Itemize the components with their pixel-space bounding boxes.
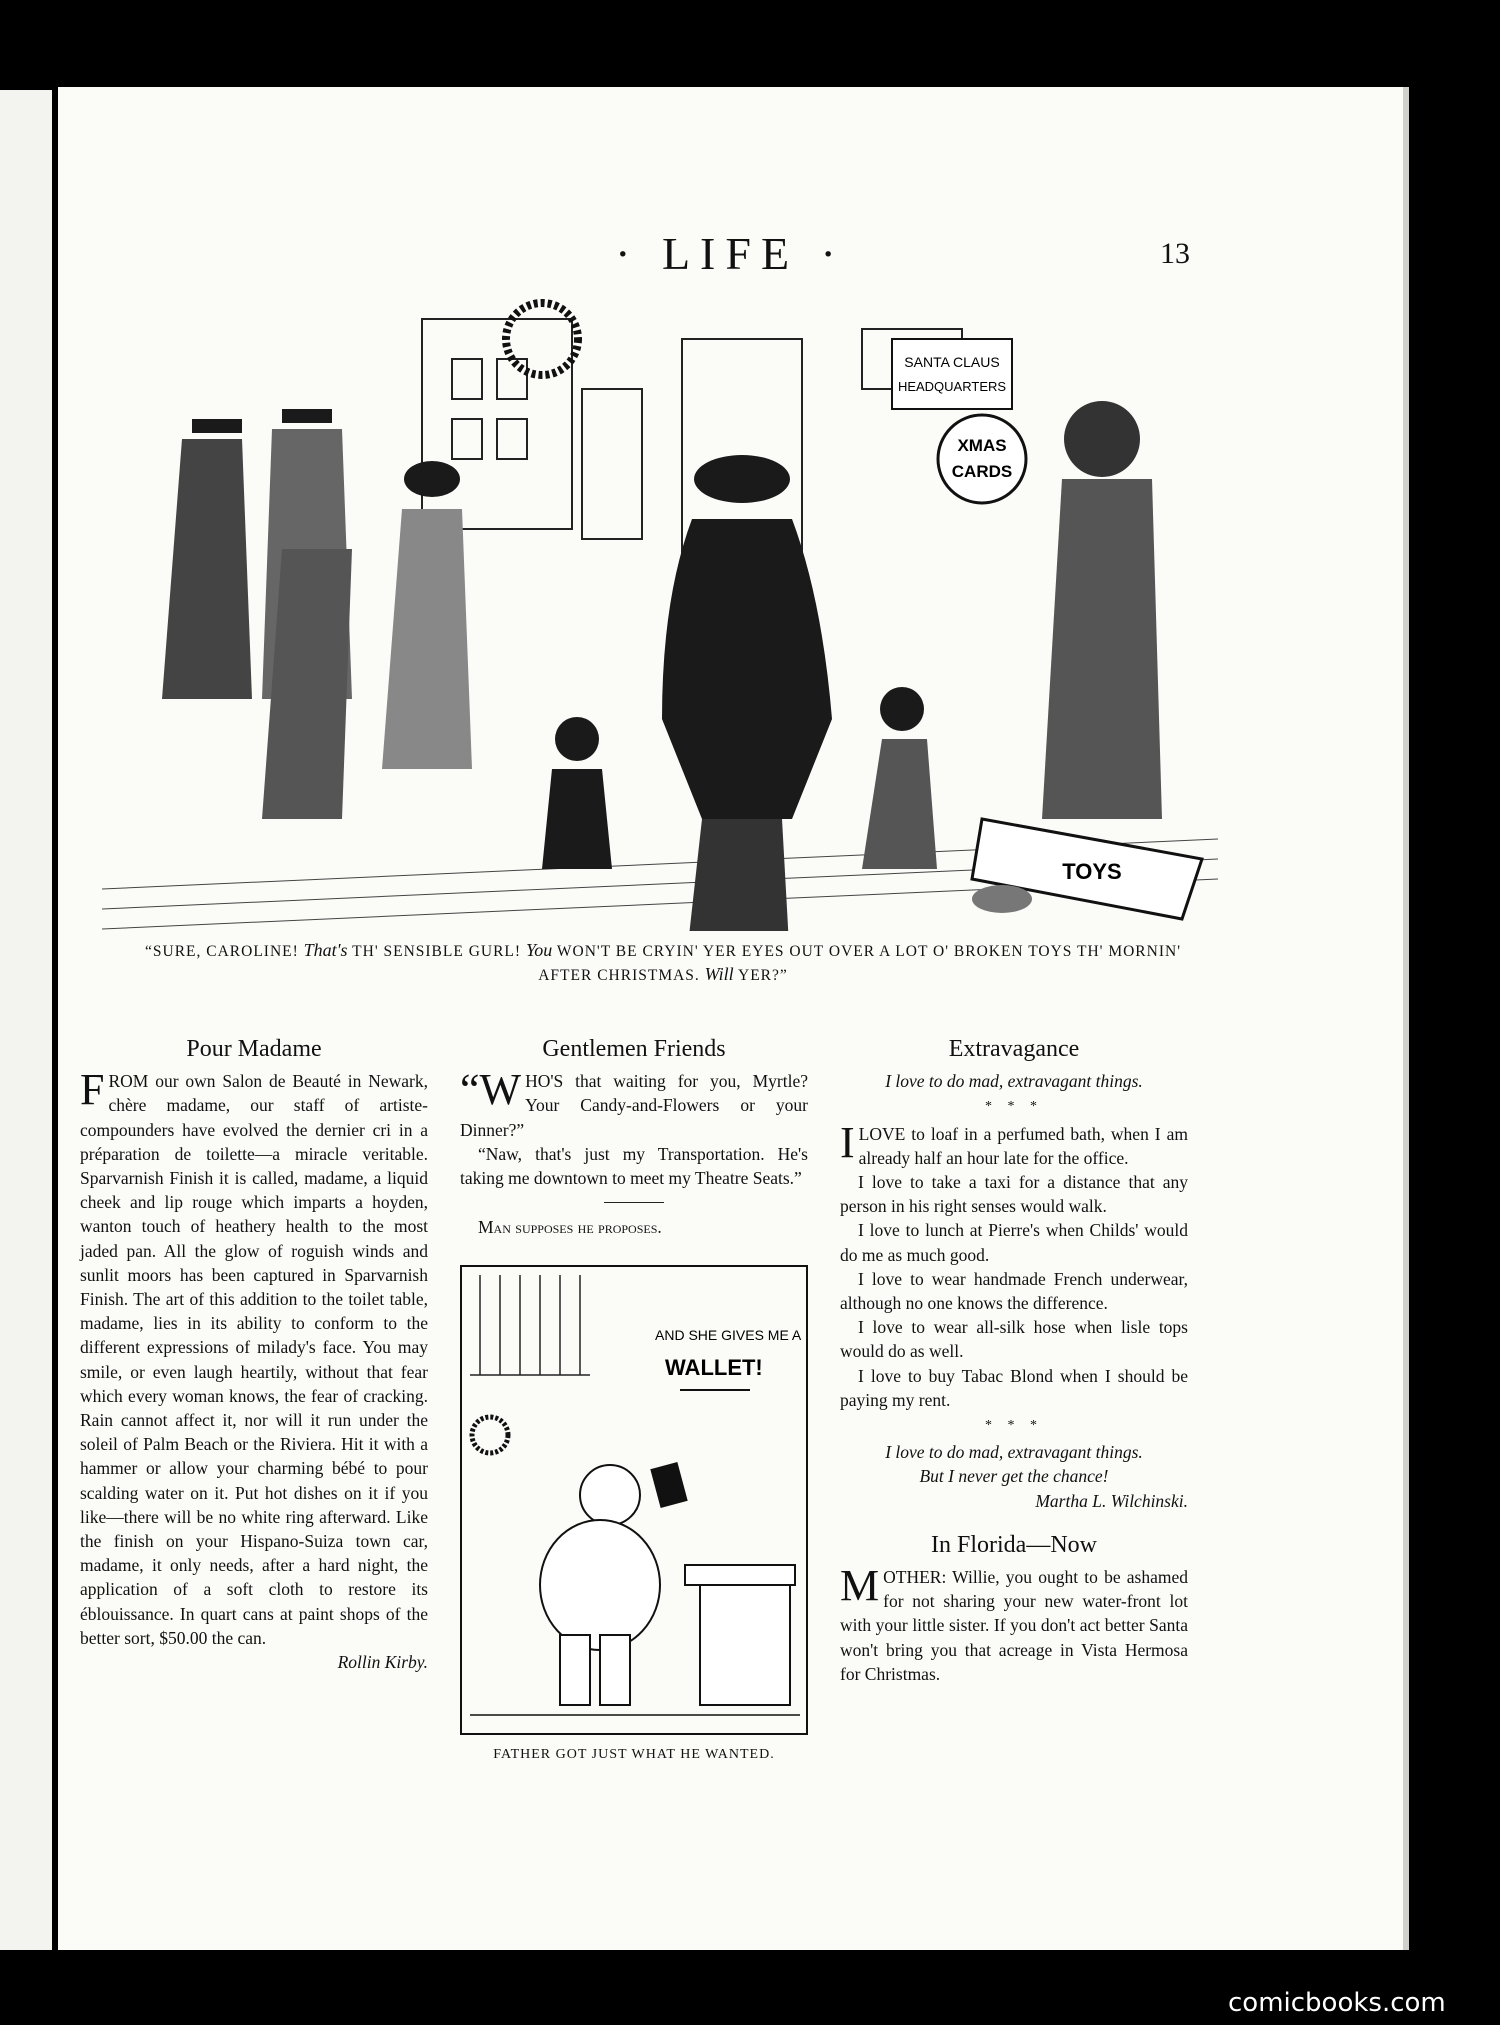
pour-madame-title: Pour Madame xyxy=(186,1036,322,1062)
extravagance-title: Extravagance xyxy=(948,1036,1080,1062)
column-extravagance xyxy=(840,1037,1188,1686)
in-florida-title: In Florida—Now xyxy=(931,1531,1097,1558)
caption-part-3: TH' SENSIBLE GURL! xyxy=(352,943,522,960)
extravagance-author: Martha L. Wilchinski. xyxy=(1035,1490,1188,1511)
extravagance-line-6: I love to buy Tabac Blond when I should be paying my rent. xyxy=(840,1365,1188,1410)
cartoon-bubble-text-2: WALLET! xyxy=(665,1355,763,1381)
extravagance-stars-2: * * * xyxy=(985,1418,1043,1434)
column-gentlemen-friends xyxy=(460,1037,808,1768)
extravagance-stars-1: * * * xyxy=(985,1099,1043,1115)
wallet-cartoon xyxy=(460,1265,808,1735)
section-divider xyxy=(604,1202,664,1203)
cartoon-bubble-text-1: AND SHE GIVES ME A xyxy=(655,1327,802,1344)
column-pour-madame xyxy=(80,1037,428,1674)
gentlemen-friends-title: Gentlemen Friends xyxy=(542,1036,726,1062)
previous-page-edge xyxy=(0,90,52,1950)
caption-part-5: WON'T BE CRYIN' YER EYES OUT OVER A LOT O' BROKEN TOYS TH' MORNIN' AFTER CHRISTMAS. xyxy=(538,943,1181,984)
caption-part-4: You xyxy=(525,940,553,960)
extravagance-subtitle: I love to do mad, extravagant things. xyxy=(885,1071,1143,1092)
magazine-page xyxy=(58,87,1403,1950)
quip-text: Man supposes he proposes. xyxy=(478,1217,662,1238)
watermark: comicbooks.com xyxy=(1228,1988,1446,2018)
toys-sign-text: TOYS xyxy=(1062,859,1122,884)
caption-part-1: “SURE, CAROLINE! xyxy=(145,943,299,960)
hq-sign-text: HEADQUARTERS xyxy=(897,379,1007,394)
illustration-caption xyxy=(128,939,1198,987)
extravagance-closing-2: But I never get the chance! xyxy=(919,1466,1109,1487)
wallet-cartoon-drawing xyxy=(460,1265,808,1735)
extravagance-line-5: I love to wear all-silk hose when lisle tops would do as well. xyxy=(840,1317,1188,1362)
extravagance-closing-1: I love to do mad, extravagant things. xyxy=(885,1442,1143,1463)
extravagance-line-3: I love to lunch at Pierre's when Childs' would do me as much good. xyxy=(840,1220,1188,1265)
page-edge-right xyxy=(1403,87,1409,1950)
extravagance-line-4: I love to wear handmade French underwear, although no one knows the difference. xyxy=(840,1268,1188,1314)
gentlemen-friends-p1: “WHO'S that waiting for you, Myrtle? Your Candy-and-Flowers or your Dinner?” xyxy=(460,1065,808,1140)
pour-madame-body: FROM our own Salon de Beauté in Newark, chère madame, our staff of artiste-compounders have evolved the dernier cri in a préparation de toilette—a miracle veritable. Sparvarnish Finish it is called, madame, a liquid cheek and lip rouge which imparts a hoyden, wanton touch of heathery health to the most jaded pan. All the glow of roguish winds and sunlit moors has been captured in Sparvarnish Finish. The art of this addition to the toilet table, madame, lies in its ability to conform to the different expressions of milady's face. You may smile, or even laugh heartily, without that fear which every woman knows, the fear of cracking. Rain cannot affect it, nor will it run under the soleil of Palm Beach or the Riviera. Hit it with a hammer or allow your charming bébé to pour scalding water on it. Put hot dishes on it if you like—there will be no white ring afterward. Like the finish on your Hispano-Suiza town car, madame, it only needs, after a hard night, the application of a soft cloth to restore its éblouissance. In quart cans at paint shops of the better sort, $50.00 the can. xyxy=(80,1065,428,1648)
masthead: · LIFE · xyxy=(615,228,846,279)
cards-sign-text: CARDS xyxy=(951,462,1013,481)
extravagance-line-1: ILOVE to loaf in a perfumed bath, when I am already half an hour late for the office. xyxy=(840,1117,1188,1168)
caption-part-2: That's xyxy=(303,940,348,960)
pour-madame-author: Rollin Kirby. xyxy=(337,1652,428,1673)
extravagance-line-2: I love to take a taxi for a distance that any person in his right senses would walk. xyxy=(840,1172,1188,1217)
xmas-sign-text: XMAS xyxy=(957,436,1007,455)
gentlemen-friends-p2: “Naw, that's just my Transportation. He's taking me downtown to meet my Theatre Seats.” xyxy=(460,1143,808,1189)
street-scene-illustration xyxy=(102,299,1218,931)
caption-part-6: Will xyxy=(704,964,734,984)
in-florida-body: MOTHER: Willie, you ought to be ashamed for not sharing your new water-front lot with your little sister. If you don't act better Santa won't bring you that acreage in Vista Hermosa for Christmas. xyxy=(840,1561,1188,1684)
cartoon-caption: FATHER GOT JUST WHAT HE WANTED. xyxy=(493,1747,775,1763)
santa-sign-text: SANTA CLAUS xyxy=(904,354,1000,370)
caption-part-7: YER?” xyxy=(738,967,788,984)
page-number: 13 xyxy=(1160,237,1190,270)
